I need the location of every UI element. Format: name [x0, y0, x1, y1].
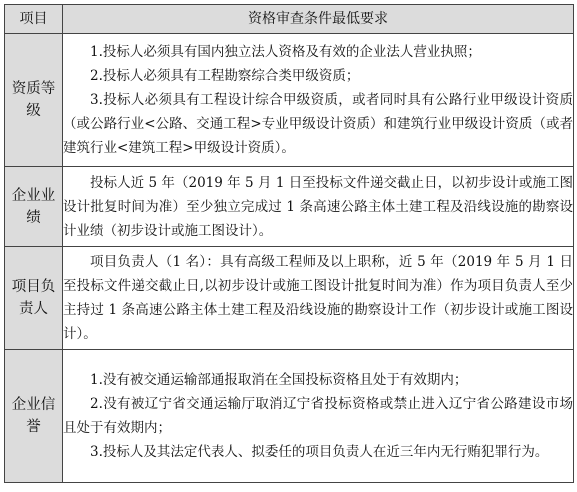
row-enterprise-performance: [5, 167, 574, 247]
requirement-project-leader: [63, 247, 574, 350]
row-enterprise-credit: [5, 350, 574, 483]
table-header-row: [5, 5, 574, 34]
requirement-paragraph: 投标人近 5 年（2019 年 5 月 1 日至投标文件递交截止日，以初步设计或施工图设计批复时间为准）至少独立完成过 1 条高速公路主体土建工程及沿线设施的勘察设计业绩（初步设计或施工图设计）。: [63, 174, 573, 239]
row-project-leader: [5, 247, 574, 350]
requirement-paragraph: 3.投标人及其法定代表人、拟委任的项目负责人在近三年内无行贿犯罪行为。: [90, 444, 549, 460]
category-project-leader: 项目负责人: [5, 247, 63, 350]
requirement-enterprise-performance: [63, 167, 574, 247]
requirement-qualification-level: [63, 34, 574, 167]
header-requirement: 资格审查条件最低要求: [63, 5, 574, 34]
qualification-table: [4, 4, 574, 483]
category-enterprise-credit: 企业信誉: [5, 350, 63, 483]
requirement-enterprise-credit: [63, 350, 574, 483]
category-enterprise-performance: 企业业绩: [5, 167, 63, 247]
requirement-paragraph: 2.投标人必须具有工程勘察综合类甲级资质；: [90, 68, 360, 84]
requirement-paragraph: 项目负责人（1 名）：具有高级工程师及以上职称，近 5 年（2019 年 5 月 1 日至投标文件递交截止日,以初步设计或施工图设计批复时间为准）作为项目负责人至少主持过 1 条高速公路主体土建工程及沿线设施的勘察设计工作（初步设计或施工图设计）。: [63, 254, 573, 342]
category-qualification-level: 资质等级: [5, 34, 63, 167]
requirement-paragraph: 1.投标人必须具有国内独立法人资格及有效的企业法人营业执照；: [90, 44, 481, 60]
requirement-paragraph: 3.投标人必须具有工程设计综合甲级资质，或者同时具有公路行业甲级设计资质（或公路行业<公路、交通工程>专业甲级设计资质）和建筑行业甲级设计资质（或者建筑行业<建筑工程>甲级设计资质）。: [63, 92, 573, 156]
row-qualification-level: [5, 34, 574, 167]
requirement-paragraph: 1.没有被交通运输部通报取消在全国投标资格且处于有效期内；: [90, 372, 468, 388]
requirement-paragraph: 2.没有被辽宁省交通运输厅取消辽宁省投标资格或禁止进入辽宁省公路建设市场且处于有效期内；: [63, 396, 573, 436]
header-item: 项目: [5, 5, 63, 34]
